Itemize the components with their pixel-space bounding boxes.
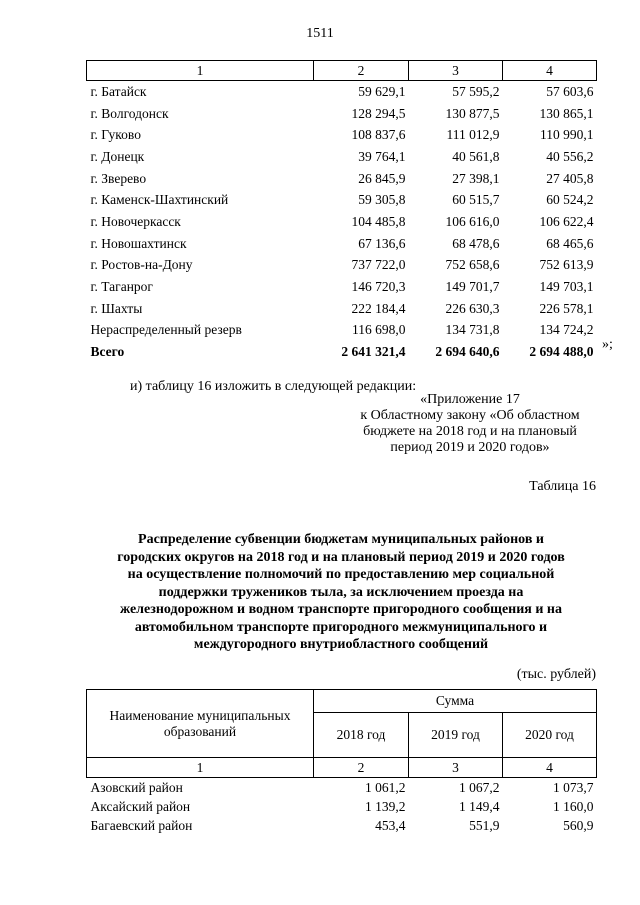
amount-2019: 752 658,6 <box>445 257 500 273</box>
municipality-name: г. Гуково <box>90 127 141 143</box>
amount-2019: 149 701,7 <box>445 279 500 295</box>
column-number: 1 <box>87 758 314 778</box>
municipality-name: Азовский район <box>90 779 183 795</box>
amount-2019: 57 595,2 <box>452 83 500 99</box>
amount-2020: 134 724,2 <box>539 322 594 338</box>
units-label: (тыс. рублей) <box>516 667 596 682</box>
heading-line: поддержки тружеников тыла, за исключением проезда на <box>158 584 524 600</box>
amount-2018: 39 764,1 <box>358 148 406 164</box>
amount-2019: 111 012,9 <box>446 127 500 143</box>
amount-2018: 146 720,3 <box>351 279 406 295</box>
column-number: 4 <box>503 758 597 778</box>
subsidy-table-continued <box>86 60 597 363</box>
column-number: 3 <box>409 758 503 778</box>
table-row <box>87 255 597 277</box>
amount-2018: 128 294,5 <box>351 105 406 121</box>
page-number: 1511 <box>306 26 334 41</box>
municipality-name: г. Шахты <box>90 300 143 316</box>
table-row <box>87 211 597 233</box>
municipality-name: г. Ростов-на-Дону <box>90 257 193 273</box>
heading-line: междугородного внутриобластного сообщений <box>193 637 489 652</box>
year-header: 2020 год <box>503 713 597 758</box>
column-number: 3 <box>409 61 503 81</box>
appendix-reference <box>340 392 600 456</box>
amount-2018: 1 061,2 <box>365 779 406 795</box>
amount-2018: 67 136,6 <box>358 235 406 251</box>
amount-2020: 57 603,6 <box>546 83 594 99</box>
amount-2020: 68 465,6 <box>546 235 594 251</box>
heading-line: Распределение субвенции бюджетам муниципальных районов и <box>138 532 544 547</box>
amount-2020: 27 405,8 <box>546 170 594 186</box>
column-number: 2 <box>314 758 409 778</box>
amount-2019: 27 398,1 <box>452 170 500 186</box>
amount-2018: 222 184,4 <box>351 300 406 316</box>
amendment-instruction: и) таблицу 16 изложить в следующей редакции: <box>130 379 417 394</box>
municipality-name: Нераспределенный резерв <box>90 322 242 338</box>
column-numbering-row <box>87 61 597 81</box>
closing-quote: »; <box>602 337 613 352</box>
amount-2018: 108 837,6 <box>351 127 406 143</box>
municipality-name: г. Батайск <box>90 83 147 99</box>
appendix-line: период 2019 и 2020 годов» <box>390 440 550 455</box>
amount-2018: 116 698,0 <box>352 322 406 338</box>
amount-2019: 60 515,7 <box>452 192 500 208</box>
amount-2020: 40 556,2 <box>546 148 594 164</box>
municipality-name: г. Зверево <box>90 170 147 186</box>
total-row <box>87 341 597 363</box>
amount-2018: 737 722,0 <box>351 257 406 273</box>
amount-2020: 226 578,1 <box>539 300 594 316</box>
total-label: Всего <box>90 344 125 360</box>
table-row <box>87 124 597 146</box>
total-2020: 2 694 488,0 <box>529 344 594 360</box>
amount-2020: 130 865,1 <box>539 105 594 121</box>
appendix-line: к Областному закону «Об областном <box>360 408 580 423</box>
municipality-name: г. Новошахтинск <box>90 235 187 251</box>
column-number: 4 <box>503 61 597 81</box>
amount-2020: 60 524,2 <box>546 192 594 208</box>
year-header: 2019 год <box>409 713 503 758</box>
municipality-name: г. Новочеркасск <box>90 213 181 229</box>
amount-2018: 59 629,1 <box>358 83 406 99</box>
amount-2020: 106 622,4 <box>539 213 594 229</box>
table-heading <box>86 531 596 654</box>
column-number: 2 <box>314 61 409 81</box>
table-row <box>87 168 597 190</box>
municipality-name: г. Волгодонск <box>90 105 169 121</box>
table-row <box>87 81 597 103</box>
amount-2020: 1 073,7 <box>553 779 594 795</box>
year-header: 2018 год <box>314 713 409 758</box>
amount-2018: 453,4 <box>375 817 406 833</box>
amount-2019: 1 149,4 <box>459 798 500 814</box>
amount-2018: 26 845,9 <box>358 170 406 186</box>
sum-column-header: Сумма <box>314 690 597 713</box>
amount-2018: 59 305,8 <box>358 192 406 208</box>
appendix-line: «Приложение 17 <box>420 392 520 407</box>
amount-2020: 1 160,0 <box>553 798 594 814</box>
heading-line: автомобильном транспорте пригородного межмуниципального и <box>134 619 548 635</box>
table-row <box>87 233 597 255</box>
total-2019: 2 694 640,6 <box>435 344 500 360</box>
amount-2019: 226 630,3 <box>445 300 500 316</box>
table-row <box>87 146 597 168</box>
municipality-name: Аксайский район <box>90 798 191 814</box>
amount-2019: 1 067,2 <box>459 779 500 795</box>
total-2018: 2 641 321,4 <box>341 344 406 360</box>
table-row <box>87 276 597 298</box>
municipality-name: г. Таганрог <box>90 279 153 295</box>
amount-2020: 110 990,1 <box>540 127 594 143</box>
municipality-name: г. Каменск-Шахтинский <box>90 192 229 208</box>
subsidy-distribution-table <box>86 689 597 835</box>
amount-2019: 106 616,0 <box>445 213 500 229</box>
amount-2019: 40 561,8 <box>452 148 500 164</box>
amount-2019: 551,9 <box>469 817 500 833</box>
amount-2020: 752 613,9 <box>539 257 594 273</box>
name-column-header: Наименование муниципальных образований <box>87 690 314 758</box>
table-row <box>87 320 597 342</box>
table-row <box>87 816 597 835</box>
amount-2020: 560,9 <box>563 817 594 833</box>
heading-line: на осуществление полномочий по предоставлению мер социальной <box>127 567 555 582</box>
heading-line: железнодорожном и водном транспорте пригородного сообщения и на <box>119 602 563 617</box>
column-number: 1 <box>87 61 314 81</box>
table-row <box>87 797 597 816</box>
amount-2018: 104 485,8 <box>351 213 406 229</box>
amount-2019: 68 478,6 <box>452 235 500 251</box>
column-numbering-row <box>87 758 597 778</box>
table-row <box>87 103 597 125</box>
municipality-name: г. Донецк <box>90 148 145 164</box>
table-row <box>87 298 597 320</box>
municipality-name: Багаевский район <box>90 817 193 833</box>
amount-2018: 1 139,2 <box>365 798 406 814</box>
amount-2019: 134 731,8 <box>445 322 500 338</box>
heading-line: городских округов на 2018 год и на плановый период 2019 и 2020 годов <box>117 549 565 565</box>
appendix-line: бюджете на 2018 год и на плановый <box>363 424 577 439</box>
table-row <box>87 778 597 798</box>
amount-2019: 130 877,5 <box>445 105 500 121</box>
amount-2020: 149 703,1 <box>539 279 594 295</box>
table-label: Таблица 16 <box>529 479 596 494</box>
table-row <box>87 189 597 211</box>
